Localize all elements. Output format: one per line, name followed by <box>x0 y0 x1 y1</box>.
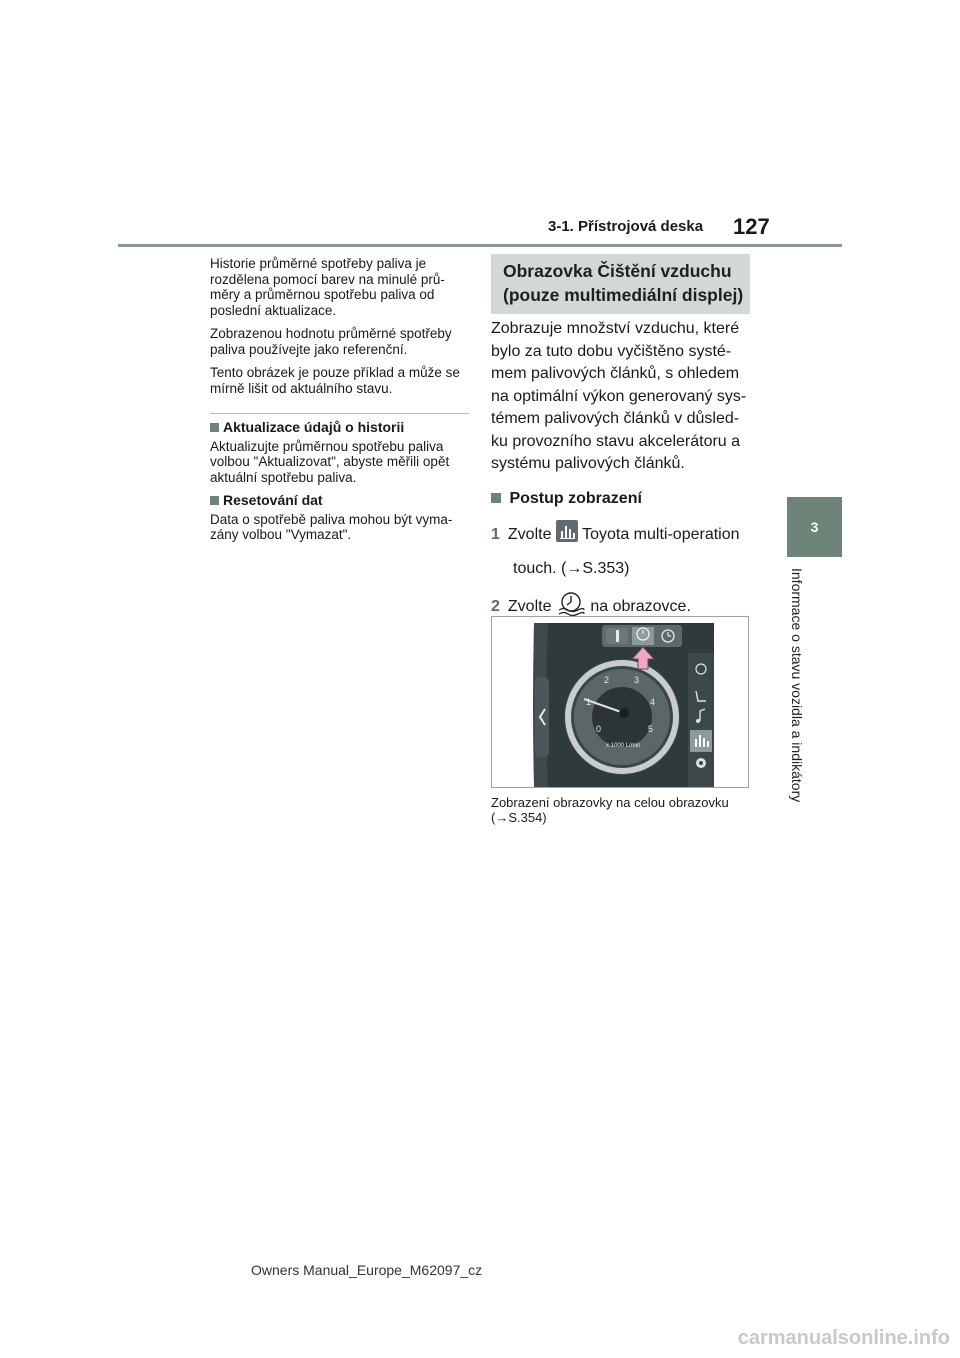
divider <box>210 413 469 414</box>
left-subsections <box>210 420 470 551</box>
paragraph: Historie průměrné spotřeby paliva je rozdělena pomocí barev na minulé prů-měry a průměrnou spotřebu paliva od poslední aktualizace. <box>210 256 445 318</box>
gauge-number: 0 <box>596 724 602 734</box>
subsection-text: Aktualizujte průměrnou spotřebu paliva volbou "Aktualizovat", abyste měřili opět aktuální spotřebu paliva. <box>210 438 450 485</box>
body-text: Zobrazuje množství vzduchu, které bylo za tuto dobu vyčištěno systé-mem palivových článků, s ohledem na optimální výkon generovaný sys-témem palivových článků v důsled-ku provozního stavu akcelerátoru a systému palivových článků. <box>491 320 747 472</box>
left-column <box>210 256 470 404</box>
gauge-unit: x 1000 L/min <box>606 743 641 749</box>
gauge-number: 3 <box>634 675 640 685</box>
section-title: 3-1. Přístrojová deska <box>548 218 704 235</box>
header-rule <box>118 244 842 247</box>
chapter-title: Informace o stavu vozidla a indikátory <box>789 568 805 803</box>
heading-line: Obrazovka Čištění vzduchu <box>503 261 732 281</box>
gauge-number: 5 <box>648 724 654 734</box>
right-column <box>491 318 751 624</box>
footer: Owners Manual_Europe_M62097_cz <box>251 1262 483 1278</box>
bar-chart-icon <box>690 730 712 752</box>
subsection-title: Aktualizace údajů o historii <box>210 420 470 436</box>
subsection-text: Data o spotřebě paliva mohou být vyma-zány volbou "Vymazat". <box>210 511 453 542</box>
paragraph: Zobrazenou hodnotu průměrné spotřeby paliva používejte jako referenční. <box>210 326 452 357</box>
step-number: 1 <box>491 525 500 543</box>
square-bullet-icon <box>210 423 219 432</box>
heading-line: (pouze multimediální displej) <box>503 285 744 305</box>
figure-caption: Zobrazení obrazovky na celou obrazovku (→S.354) <box>491 795 729 825</box>
watermark: carmanualsonline.info <box>737 1327 950 1349</box>
step-1: 1 Zvolte Toyota multi-operation touch. (→S.353) <box>491 520 751 580</box>
page-number: 127 <box>733 214 770 239</box>
procedure-title: Postup zobrazení <box>491 488 751 511</box>
gauge-number: 4 <box>650 697 656 707</box>
subsection-title: Resetování dat <box>210 493 470 509</box>
section-heading <box>491 254 750 314</box>
square-bullet-icon <box>491 493 501 503</box>
step-number: 2 <box>491 597 500 615</box>
screen-figure <box>491 616 749 788</box>
paragraph: Tento obrázek je pouze příklad a může se mírně lišit od aktuálního stavu. <box>210 365 460 396</box>
bar-chart-icon <box>556 520 578 550</box>
square-bullet-icon <box>210 496 219 505</box>
gear-icon <box>696 758 706 768</box>
gauge-number: 1 <box>586 697 592 707</box>
step-2: 2 Zvolte na obrazovce. <box>491 590 751 624</box>
gauge-number: 2 <box>604 675 610 685</box>
chapter-tab: 3 <box>787 497 842 557</box>
